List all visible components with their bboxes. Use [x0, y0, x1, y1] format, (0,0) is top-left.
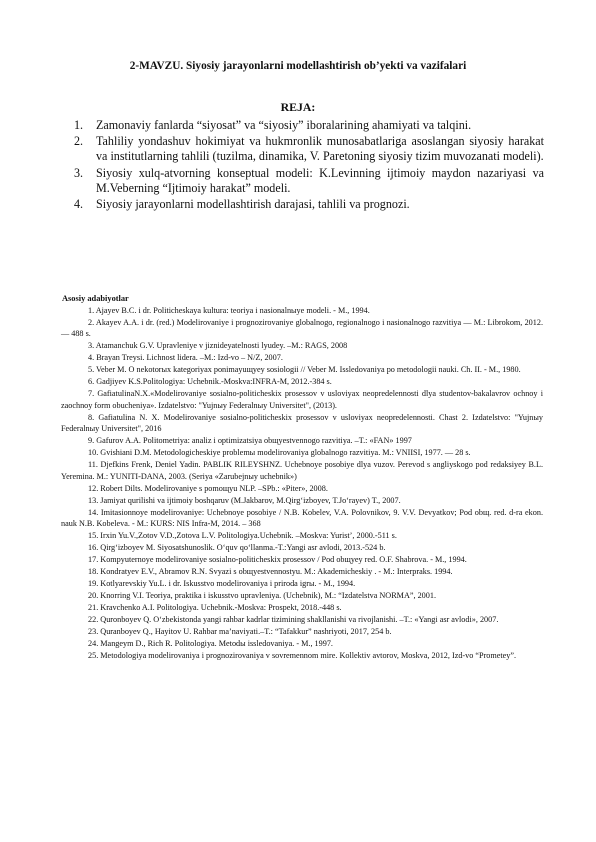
- reference-item: 21. Kravchenko A.I. Politologiya. Uchebnik.-Moskva: Prospekt, 2018.-448 s.: [88, 603, 342, 613]
- plan-item-number: 1.: [74, 118, 84, 132]
- plan-item: [74, 118, 544, 133]
- plan-item-number: 3.: [74, 165, 84, 180]
- reference-item: 24. Mangeym D., Rich R. Politologiya. Metodы issledovaniya. - M., 1997.: [88, 639, 333, 649]
- plan-list: [74, 118, 544, 213]
- reference-item: 1. Ajayev B.C. i dr. Politicheskaya kultura: teoriya i nasionalnыye modeli. - M., 1994.: [88, 306, 370, 315]
- reference-item: 20. Knorring V.I. Teoriya, praktika i iskusstvo upravleniya. (Uchebnik), M.: “Izdatelstva NORMA”, 2001.: [88, 591, 437, 601]
- plan-item-number: 4.: [74, 197, 84, 212]
- plan-item: [74, 197, 544, 212]
- reference-item: 3. Atamanchuk G.V. Upravleniye v jiznideyatelnosti lyudey. –M.: RAGS, 2008: [88, 341, 348, 351]
- plan-item-text: Siyosiy xulq-atvorning konseptual modeli: K.Levinning ijtimoiy maydon nazariyasi va M.Veberning “Ijtimoiy harakat” modeli.: [96, 165, 544, 195]
- reference-item: 13. Jamiyat qurilishi va ijtimoiy boshqaruv (M.Jakbarov, M.Qirg‘izboyev, T.Jo‘rayev) T., 2007.: [88, 495, 401, 505]
- plan-heading: REJA:: [280, 100, 316, 114]
- reference-item: 6. Gadjiyev K.S.Politologiya: Uchebnik.-Moskva:INFRA-M, 2012.-384 s.: [88, 377, 332, 387]
- reference-item: 23. Quranboyev Q., Hayitov U. Rahbar ma’naviyati.–T.: “Tafakkur” nashriyoti, 2017, 254 b.: [88, 627, 392, 637]
- plan-item-text: Siyosiy jarayonlarni modellashtirish darajasi, tahlili va prognozi.: [96, 197, 410, 212]
- reference-item: 5. Veber M. O nekotorых kategoriyax ponimayuщyey sosiologii // Veber M. Issledovaniya po metodologii nauki. Ch. II. - M., 1980.: [88, 365, 521, 375]
- reference-item: 10. Gvishiani D.M. Metodologicheskiye problemы modelirovaniya globalnogo razvitiya. M.: VNIISI, 1977. — 28 s.: [88, 448, 471, 458]
- references-heading: Asosiy adabiyotlar: [62, 294, 129, 303]
- reference-item: 7. GafiatulinaN.X.«Modelirovaniye sosialno-politicheskix prosessov v usloviyax neopredelennosti dlya studentov-bakalavrov ochnoy i zaochnoy form obucheniya». Izdatelstvo: "Yujnыy Federalnыy Universitet", (2013).: [61, 389, 543, 410]
- plan-item: [74, 134, 544, 164]
- reference-item: 9. Gafurov A.A. Politometriya: analiz i optimizatsiya obщyestvennogo razvitiya. –T.: «FAN» 1997: [88, 436, 412, 446]
- reference-item: 15. Irxin Yu.V.,Zotov V.D.,Zotova L.V. Politologiya.Uchebnik. –Moskva: Yurist’, 2000.-511 s.: [88, 531, 397, 541]
- reference-item: 16. Qirg‘izboyev M. Siyosatshunoslik. O‘quv qo‘llanma.-T.:Yangi asr avlodi, 2013.-524 b.: [88, 543, 386, 553]
- reference-item: 18. Kondratyev E.V., Abramov R.N. Svyazi s obщyestvennostyu. M.: Akademicheskiy . - M.: Interpraks. 1994.: [88, 567, 453, 577]
- reference-item: 8. Gafiatulina N. X. Modelirovaniye sosialno-politicheskix prosessov v usloviyax neopredelennosti. Chast 2. Izdatelstvo: "Yujnыy Federalnыy Universitet", 2016: [61, 412, 543, 434]
- plan-item-text: Zamonaviy fanlarda “siyosat” va “siyosiy” iboralarining ahamiyati va talqini.: [96, 118, 472, 132]
- reference-item: 12. Robert Dilts. Modelirovaniye s pomoщyu NLP. –SPb.: «Piter», 2008.: [88, 483, 328, 493]
- reference-item: 17. Kompyuternoye modelirovaniye sosialno-politicheskix prosessov / Pod obщyey red. O.F. Shabrova. - M., 1994.: [88, 555, 467, 565]
- reference-item: 2. Akayev A.A. i dr. (red.) Modelirovaniye i prognozirovaniye globalnogo, regionalnogo i nasionalnogo razvitiya — M.: Librokom, 2012. — 488 s.: [61, 318, 543, 339]
- reference-item: 19. Kotlyarevskiy Yu.L. i dr. Iskusstvo modelirovaniya i priroda igrы. - M., 1994.: [88, 579, 356, 589]
- reference-item: 14. Imitasionnoye modelirovaniye: Uchebnoye posobiye / N.B. Kobelev, V.A. Polovnikov, 9. V.V. Devyatkov; Pod obщ. red. d-ra ekon. nauk N.B. Kobeleva. - M.: KURS: NIS Infra-M, 2014. – 368: [61, 507, 543, 529]
- reference-item: 4. Brayan Treysi. Lichnost lidera. –M.: Izd-vo – N/Z, 2007.: [88, 353, 283, 363]
- plan-item: [74, 166, 544, 196]
- reference-item: 22. Quronboyev Q. O‘zbekistonda yangi rahbar kadrlar tizimining shakllanishi va rivojlanishi. –T.: «Yangi asr avlodi», 2007.: [88, 615, 499, 625]
- document-title: 2-MAVZU. Siyosiy jarayonlarni modellashtirish ob’yekti va vazifalari: [129, 60, 467, 72]
- reference-item: 11. Djefkins Frenk, Deniel Yadin. PABLIK RILEYSHNZ. Uchebnoye posobiye dlya vuzov. Perevod s angliyskogo pod redaksiyey B.L. Yeremina. M.: YUNITI-DANA, 2003. (Seriya «Zarubejnыy uchebnik»): [61, 460, 543, 481]
- plan-item-text: Tahliliy yondashuv hokimiyat va hukmronlik munosabatlariga asoslangan siyosiy harakat va institutlarning tahlili (tuzilma, dinamika, V. Paretoning siyosiy tizim muvozanati modeli).: [96, 134, 544, 164]
- references-list: [61, 305, 543, 662]
- plan-item-number: 2.: [74, 134, 84, 149]
- reference-item: 25. Metodologiya modelirovaniya i prognozirovaniya v sovremennom mire. Kollektiv avtorov, Moskva, 2012, Izd-vo “Prometey”.: [88, 651, 517, 661]
